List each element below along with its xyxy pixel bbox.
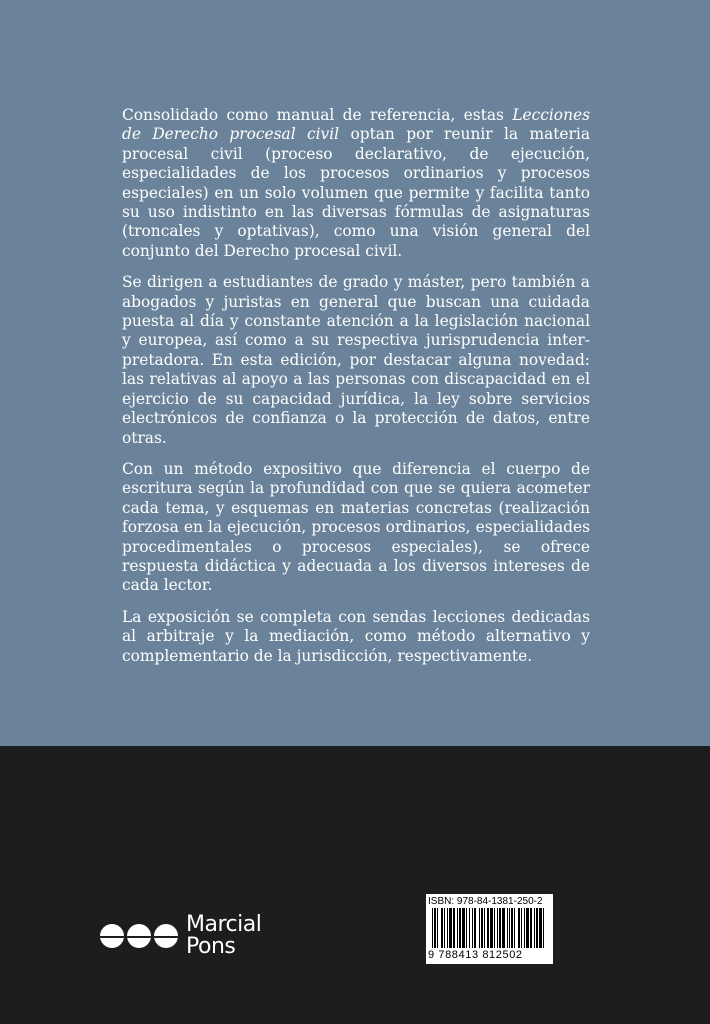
barcode-digits: 9 788413 812502 [428,949,523,961]
barcode-bar [479,908,480,948]
blurb-paragraph-3: Con un método expositivo que diferencia el cuerpo de escritura según la profundidad con que se quiera acometer cada tema, y esquemas en materias concretas (realización forzosa en la ejecución, procesos ordinarios, especialidades procedimentales o procesos especiales), se ofrece respuesta didáctica y adecuada a los diversos intereses de cada lector. [122,459,590,595]
isbn-barcode [426,894,553,964]
barcode-bar [466,908,467,948]
barcode-bar [459,908,461,948]
back-cover-blurb [122,106,590,678]
barcode-bar [518,908,520,948]
isbn-label: ISBN: 978-84-1381-250-2 [428,896,543,907]
barcode-bar [499,908,501,948]
blurb-paragraph-2: Se dirigen a estudiantes de grado y máster, pero también a abogados y juristas en general que buscan una cuidada puesta al día y constante atención a la legislación nacional y europea, así como a su respectiva jurisprudencia interpretadora. En esta edición, por destacar alguna novedad: las relativas al apoyo a las personas con discapacidad en el ejercicio de su capacidad jurídica, la ley sobre servicios electrónicos de confianza o la protección de datos, entre otras. [122,273,590,447]
barcode-bar [441,908,443,948]
barcode-bar [543,908,544,948]
barcode-bar [474,908,476,948]
barcode-bar [494,908,495,948]
publisher-name-line-2: Pons [186,934,236,959]
barcode-bar [457,908,458,948]
barcode-bar [526,908,529,948]
barcode-bar [462,908,465,948]
barcode-bar [502,908,505,948]
barcode-bar [472,908,473,948]
barcode-bar [469,908,470,948]
barcode-bar [539,908,542,948]
barcode-bar [449,908,452,948]
barcode-bar [511,908,513,948]
barcode-bar [534,908,535,948]
blurb-p1-start: Consolidado como manual de referencia, estas [122,106,513,124]
barcode-bar [524,908,525,948]
barcode-bar [497,908,498,948]
barcode-bars-icon [430,908,549,950]
barcode-bar [521,908,522,948]
barcode-bar [509,908,510,948]
barcode-bar [536,908,538,948]
barcode-bar [487,908,489,948]
three-circles-logo-icon [100,924,178,948]
blurb-paragraph-4: La exposición se completa con sendas lecciones dedicadas al arbitraje y la mediación, como método alternativo y complementario de la jurisdicción, respectivamente. [122,607,590,665]
back-cover-bottom-panel [0,746,710,1024]
barcode-bar [490,908,493,948]
blurb-p1-end: optan por reunir la materia procesal civil (proceso declarativo, de ejecución, especialidades de los procesos ordinarios y procesos especiales) en un solo volumen que permite y facilita tanto su uso indistinto en las diversas fórmulas de asignaturas (troncales y optativas), como una visión general del conjunto del Derecho procesal civil. [122,125,590,260]
barcode-bar [481,908,483,948]
book-title-italic: Lecciones de Derecho procesal civil [122,106,590,144]
blurb-paragraph-1 [122,106,590,261]
barcode-bar [484,908,485,948]
barcode-bar [432,908,433,948]
barcode-bar [514,908,515,948]
publisher-name [186,914,261,958]
publisher-logo [100,914,261,958]
barcode-bar [507,908,508,948]
barcode-bar [444,908,445,948]
publisher-name-line-1: Marcial [186,912,262,937]
barcode-bar [530,908,532,948]
barcode-bar [447,908,448,948]
barcode-bar [434,908,436,948]
barcode-bar [437,908,438,948]
barcode-bar [453,908,455,948]
